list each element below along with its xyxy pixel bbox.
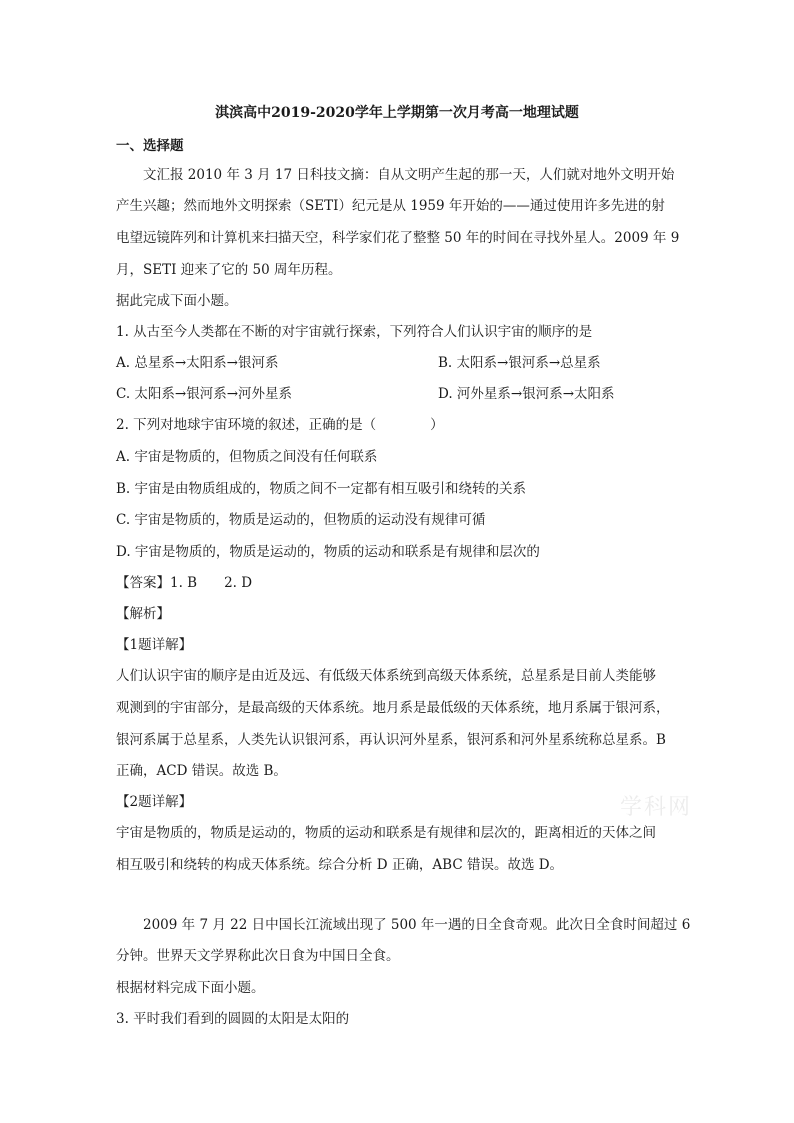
question-1-option-a: A. 总星系→太阳系→银河系	[116, 355, 279, 371]
prompt-1: 据此完成下面小题。	[116, 293, 238, 309]
question-1-stem: 1. 从古至今人类都在不断的对宇宙就行探索，下列符合人们认识宇宙的顺序的是	[116, 324, 593, 340]
detail-2-line-1: 宇宙是物质的，物质是运动的，物质的运动和联系是有规律和层次的，距离相近的天体之间	[116, 825, 656, 841]
question-2-option-b: B. 宇宙是由物质组成的，物质之间不一定都有相互吸引和绕转的关系	[116, 481, 527, 497]
detail-1-line-4: 正确，ACD 错误。故选 B。	[116, 763, 287, 779]
passage2-line-2: 分钟。世界天文学界称此次日食为中国日全食。	[116, 948, 400, 964]
question-1-option-d: D. 河外星系→银河系→太阳系	[438, 386, 615, 402]
passage1-line-2: 产生兴趣；然而地外文明探索（SETI）纪元是从 1959 年开始的——通过使用许多先进的射	[116, 198, 665, 214]
detail-1-line-1: 人们认识宇宙的顺序是由近及远、有低级天体系统到高级天体系统，总星系是目前人类能够	[116, 668, 656, 684]
question-1-option-c: C. 太阳系→银河系→河外星系	[116, 386, 293, 402]
detail-2-heading: 【2题详解】	[116, 794, 193, 810]
section-heading: 一、选择题	[116, 138, 184, 154]
detail-2-line-2: 相互吸引和绕转的构成天体系统。综合分析 D 正确，ABC 错误。故选 D。	[116, 857, 564, 873]
question-1-row-2	[116, 385, 696, 403]
question-3-stem: 3. 平时我们看到的圆圆的太阳是太阳的	[116, 1011, 350, 1027]
detail-1-line-2: 观测到的宇宙部分，是最高级的天体系统。地月系是最低级的天体系统，地月系属于银河系，	[116, 700, 670, 716]
answer-line: 【答案】1. B 2. D	[116, 575, 253, 591]
page-title: 淇滨高中2019-2020学年上学期第一次月考高一地理试题	[215, 105, 579, 121]
passage1-line-3: 电望远镜阵列和计算机来扫描天空，科学家们花了整整 50 年的时间在寻找外星人。2009 年 9	[116, 230, 680, 246]
prompt-2: 根据材料完成下面小题。	[116, 980, 265, 996]
passage1-line-4: 月，SETI 迎来了它的 50 周年历程。	[116, 262, 342, 278]
question-2-option-c: C. 宇宙是物质的，物质是运动的，但物质的运动没有规律可循	[116, 512, 486, 528]
watermark: 学科网	[620, 795, 693, 820]
passage1-line-1: 文汇报 2010 年 3 月 17 日科技文摘：自从文明产生起的那一天，人们就对地外文明开始	[143, 167, 675, 183]
detail-1-heading: 【1题详解】	[116, 637, 193, 653]
question-2-option-a: A. 宇宙是物质的，但物质之间没有任何联系	[116, 449, 378, 465]
question-1-row-1	[116, 354, 696, 372]
question-2-stem: 2. 下列对地球宇宙环境的叙述，正确的是（ ）	[116, 417, 444, 433]
analysis-heading: 【解析】	[116, 606, 170, 622]
passage2-line-1: 2009 年 7 月 22 日中国长江流域出现了 500 年一遇的日全食奇观。此次日全食时间超过 6	[143, 917, 691, 933]
question-2-option-d: D. 宇宙是物质的，物质是运动的，物质的运动和联系是有规律和层次的	[116, 544, 540, 560]
detail-1-line-3: 银河系属于总星系，人类先认识银河系，再认识河外星系，银河系和河外星系统称总星系。B	[116, 732, 666, 748]
question-1-option-b: B. 太阳系→银河系→总星系	[438, 355, 601, 371]
